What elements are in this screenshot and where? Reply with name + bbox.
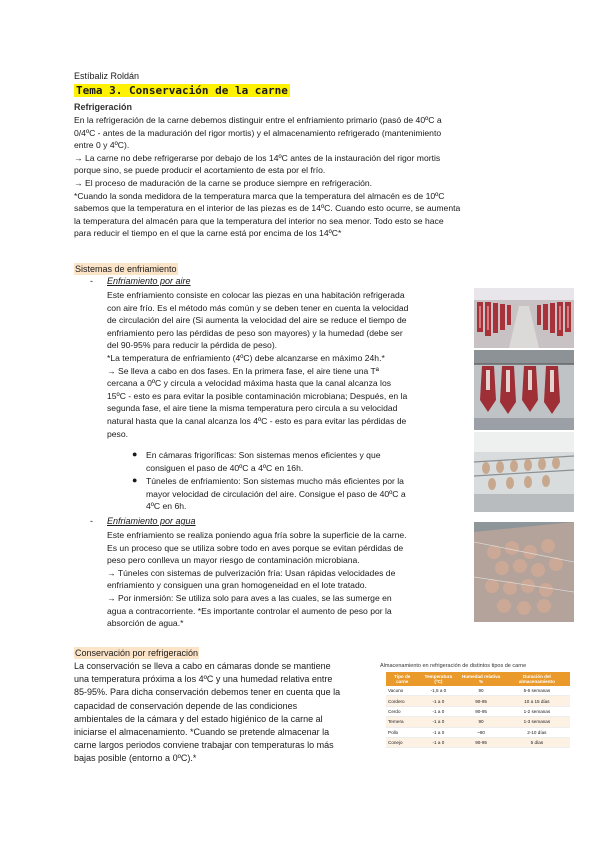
table-cell: Cordero: [386, 696, 418, 706]
cold-room-photo: [474, 288, 574, 348]
text-line: 0/4ºC - antes de la maduración del rigor mortis) y el almacenamiento refrigerado (mantenimiento: [74, 127, 442, 138]
table-cell: 90-95: [458, 737, 503, 747]
dot-bullet: ●: [132, 449, 138, 459]
table-cell: 90-95: [458, 696, 503, 706]
dot-bullet: ●: [132, 475, 138, 485]
table-row: [386, 706, 570, 716]
table-row: [386, 737, 570, 747]
text-line: carne largos periodos conviene trabajar con temperaturas lo más: [74, 740, 334, 751]
column-header: Temperatura (ºC): [418, 672, 458, 686]
table-row: [386, 717, 570, 727]
text-line: En la refrigeración de la carne debemos distinguir entre el enfriamiento primario (pasó de 40ºC a: [74, 115, 442, 125]
bullet-tuneles: [146, 475, 466, 513]
table-cell: 90: [458, 686, 503, 696]
conservacion-body: [74, 660, 374, 766]
text-line: 85-95%. Para dicha conservación debemos tener en cuenta que la: [74, 687, 341, 698]
agua-heading: Enfriamiento por agua: [107, 516, 196, 526]
dash-bullet: -: [90, 516, 93, 526]
column-header: Duración del almacenamiento: [504, 672, 570, 686]
table-cell: Pollo: [386, 727, 418, 737]
text-line: mayor velocidad de circulación del aire. Consigue el paso de 40ºC a: [146, 488, 406, 499]
table-cell: -1 a 0: [418, 717, 458, 727]
table-cell: ~80: [458, 727, 503, 737]
dash-bullet: -: [90, 276, 93, 286]
text-line: 4ºC en 6h.: [146, 501, 187, 512]
text-line: natural hasta que la canal alcanza los 4ºC - esto es para evitar las pérdidas de: [107, 415, 407, 426]
table-cell: -1 a 0: [418, 727, 458, 737]
text-line: consiguen el paso de 40ºC a 4ºC en 16h.: [146, 462, 304, 473]
text-line: Este enfriamiento se realiza poniendo agua fría sobre la superficie de la carne.: [107, 530, 407, 540]
text-line: segunda fase, el aire tiene la misma temperatura pero circula a su velocidad: [107, 403, 398, 414]
table-cell: Conejo: [386, 737, 418, 747]
agua-body: [107, 529, 469, 630]
page-title: Tema 3. Conservación de la carne: [76, 84, 288, 97]
table-cell: 90-95: [458, 706, 503, 716]
text-line: → Se lleva a cabo en dos fases. En la primera fase, el aire tiene una Tª: [107, 365, 379, 376]
text-line: → Por inmersión: Se utiliza solo para aves a las cuales, se las sumerge en: [107, 592, 392, 603]
text-line: bajas posible (entorno a 0ºC).*: [74, 753, 197, 764]
text-line: → La carne no debe refrigerarse por debajo de los 14ºC antes de la instauración del rigor mortis: [74, 152, 441, 163]
conservacion-heading: Conservación por refrigeración: [75, 648, 199, 658]
text-line: Túneles de enfriamiento: Son sistemas mucho más eficientes por la: [146, 476, 404, 486]
table-row: [386, 696, 570, 706]
text-line: con aire frío. Es el método más común y se deben tener en cuenta la velocidad: [107, 302, 409, 313]
text-line: *Cuando la sonda medidora de la temperatura marca que la temperatura del almacén es de 10ºC: [74, 190, 445, 201]
text-line: ambientales de la cámara y del estado higiénico de la carne al: [74, 713, 323, 724]
table-cell: Vacuno: [386, 686, 418, 696]
water-chilling-photo: [474, 522, 574, 622]
text-line: sabemos que la temperatura en el interior de las piezas es de 14ºC. Cuando esto ocurre, se aumenta: [74, 203, 461, 214]
text-line: → El proceso de maduración de la carne se produce siempre en refrigeración.: [74, 177, 373, 188]
text-line: La conservación se lleva a cabo en cámaras donde se mantiene: [74, 661, 331, 671]
table-cell: 90: [458, 717, 503, 727]
table-cell: 1-2 semanas: [504, 706, 570, 716]
aire-body: [107, 289, 469, 440]
text-line: peso pero conlleva un mayor riesgo de contaminación microbiana.: [107, 555, 360, 566]
aire-heading: Enfriamiento por aire: [107, 276, 191, 286]
table-header-row: [386, 672, 570, 686]
text-line: del 90-95% para reducir la pérdida de peso).: [107, 340, 278, 351]
author-name: Estíbaliz Roldán: [74, 71, 140, 81]
text-line: entre 0 y 4ºC).: [74, 140, 130, 151]
text-line: para reducir el tiempo en el que la carne está por encima de los 14ºC*: [74, 228, 342, 239]
text-line: 15ºC - esto es para evitar la posible contaminación microbiana; Después, en la: [107, 390, 408, 401]
table-row: [386, 686, 570, 696]
carcass-tunnel-photo: [474, 350, 574, 430]
processing-line-photo: [474, 432, 574, 512]
text-line: porque sino, se puede producir el acortamiento de esta por el frío.: [74, 165, 326, 176]
table-cell: 5 días: [504, 737, 570, 747]
refrigeracion-heading: Refrigeración: [74, 102, 133, 112]
table-cell: -1 a 0: [418, 706, 458, 716]
table-row: [386, 727, 570, 737]
text-line: iniciarse el almacenamiento. *Cuando se pretende almacenar la: [74, 727, 330, 738]
table-cell: -1 a 0: [418, 696, 458, 706]
table-cell: Ternera: [386, 717, 418, 727]
column-header: Tipo de carne: [386, 672, 418, 686]
text-line: la temperatura del almacén para que la temperatura del interior no sea menor. Todo esto se hace: [74, 215, 444, 226]
refrigeracion-body: [74, 114, 534, 240]
text-line: En cámaras frigoríficas: Son sistemas menos eficientes y que: [146, 450, 381, 460]
table-cell: Cerdo: [386, 706, 418, 716]
table-cell: 1-3 semanas: [504, 717, 570, 727]
sistemas-heading: Sistemas de enfriamiento: [75, 264, 177, 274]
table-title: Almacenamiento en refrigeración de distintos tipos de carne: [380, 663, 527, 669]
text-line: enfriamiento y consiguen una gran homogeneidad en el lote tratado.: [107, 580, 367, 591]
text-line: *La temperatura de enfriamiento (4ºC) debe alcanzarse en máximo 24h.*: [107, 352, 385, 363]
text-line: Es un proceso que se utiliza sobre todo en aves porque se evitan pérdidas de: [107, 542, 404, 553]
text-line: capacidad de conservación depende de las condiciones: [74, 700, 298, 711]
text-line: absorción de agua.*: [107, 618, 184, 629]
table-cell: 10 a 15 días: [504, 696, 570, 706]
table-cell: -1,5 a 0: [418, 686, 458, 696]
text-line: agua a contracorriente. *Es importante controlar el aumento de peso por la: [107, 605, 392, 616]
text-line: enfriamiento pero las pérdidas de peso son mayores) y la humedad (debe ser: [107, 327, 403, 338]
bullet-camaras: [146, 449, 466, 474]
table-cell: 5-6 semanas: [504, 686, 570, 696]
text-line: una temperatura próxima a los 4ºC y una humedad relativa entre: [74, 674, 333, 685]
text-line: cercana a 0ºC y circula a velocidad máxima hasta que la canal alcanza los: [107, 378, 392, 389]
table-cell: 2-10 días: [504, 727, 570, 737]
text-line: Este enfriamiento consiste en colocar las piezas en una habitación refrigerada: [107, 290, 405, 300]
storage-table: [386, 672, 570, 748]
text-line: de circulación del aire (Si aumenta la velocidad del aire se reduce el tiempo de: [107, 315, 407, 326]
text-line: peso.: [107, 428, 129, 439]
column-header: Humedad relativa %: [458, 672, 503, 686]
text-line: → Túneles con sistemas de pulverización fría: Usan rápidas velocidades de: [107, 567, 396, 578]
table-cell: -1 a 0: [418, 737, 458, 747]
